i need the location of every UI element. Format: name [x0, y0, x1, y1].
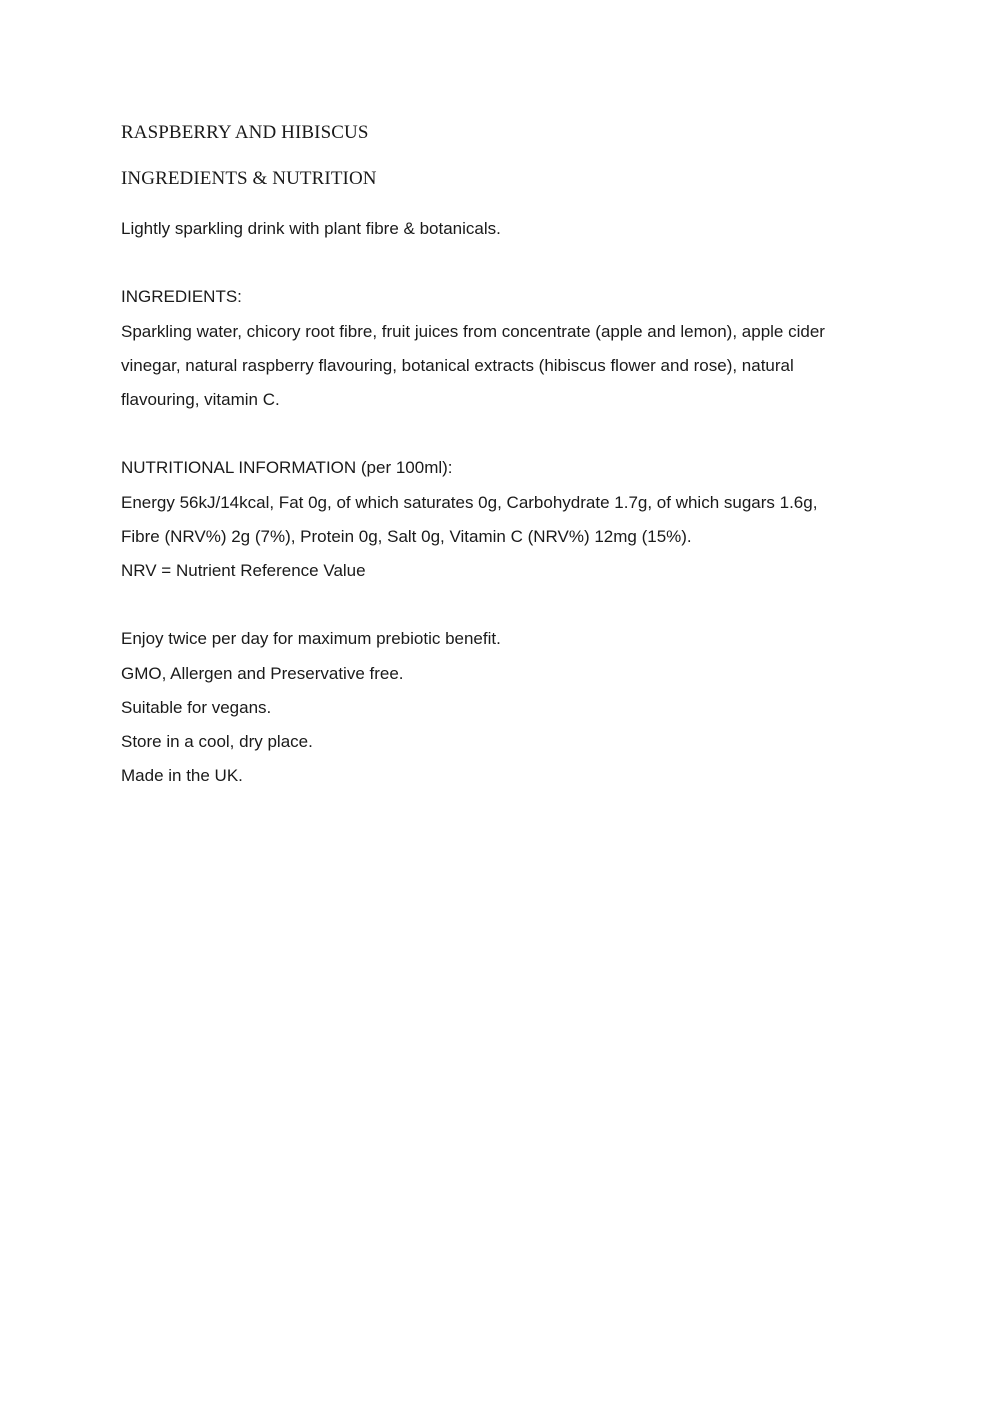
product-tagline: Lightly sparkling drink with plant fibre & botanicals.	[121, 219, 501, 238]
spacer	[121, 417, 881, 451]
note-line: Suitable for vegans.	[121, 697, 272, 717]
note-line: Made in the UK.	[121, 766, 243, 786]
ingredients-heading: INGREDIENTS:	[121, 287, 242, 307]
product-title: RASPBERRY AND HIBISCUS	[121, 122, 369, 143]
note-line: Enjoy twice per day for maximum prebiotic benefit.	[121, 629, 501, 649]
nrv-definition: NRV = Nutrient Reference Value	[121, 561, 366, 580]
ingredients-line: vinegar, natural raspberry flavouring, botanical extracts (hibiscus flower and rose), natural	[121, 355, 794, 375]
section-subtitle: INGREDIENTS & NUTRITION	[121, 168, 377, 189]
ingredients-section	[121, 280, 881, 417]
nutrition-line: Energy 56kJ/14kcal, Fat 0g, of which saturates 0g, Carbohydrate 1.7g, of which sugars 1.6g,	[121, 492, 818, 512]
ingredients-line: flavouring, vitamin C.	[121, 390, 280, 409]
spacer	[121, 246, 881, 280]
document-body	[121, 121, 881, 793]
note-line: GMO, Allergen and Preservative free.	[121, 663, 404, 683]
nutrition-heading: NUTRITIONAL INFORMATION (per 100ml):	[121, 458, 453, 478]
nutrition-section	[121, 451, 881, 588]
note-line: Store in a cool, dry place.	[121, 732, 313, 751]
ingredients-line: Sparkling water, chicory root fibre, fruit juices from concentrate (apple and lemon), apple cider	[121, 321, 825, 341]
notes-section	[121, 622, 881, 793]
nutrition-line: Fibre (NRV%) 2g (7%), Protein 0g, Salt 0g, Vitamin C (NRV%) 12mg (15%).	[121, 526, 692, 546]
spacer	[121, 588, 881, 622]
